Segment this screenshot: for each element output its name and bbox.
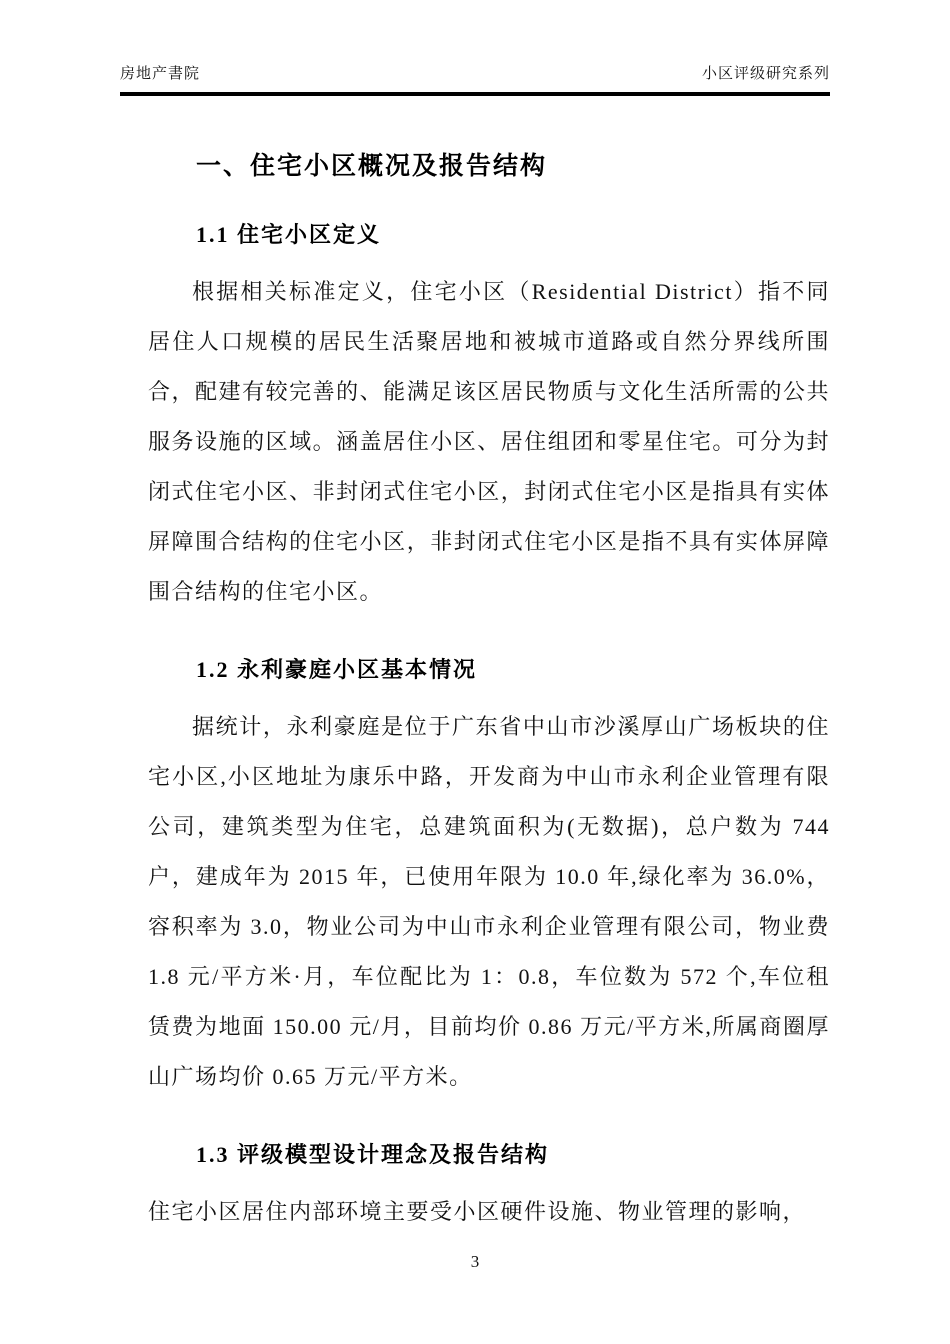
header-divider: [120, 92, 830, 96]
header-right-text: 小区评级研究系列: [701, 66, 830, 82]
section-1-1-title: 1.1 住宅小区定义: [196, 222, 382, 247]
header-left-text: 房地产書院: [120, 66, 201, 82]
page-footer: [0, 1252, 950, 1272]
section-1-3-title: 1.3 评级模型设计理念及报告结构: [196, 1142, 550, 1167]
chapter-title: 一、住宅小区概况及报告结构: [196, 153, 548, 180]
page-number: 3: [470, 1252, 480, 1271]
section-1-2-paragraph: 据统计，永利豪庭是位于广东省中山市沙溪厚山广场板块的住宅小区,小区地址为康乐中路，开发商为中山市永利企业管理有限公司，建筑类型为住宅，总建筑面积为(无数据)，总户数为 744 户，建成年为 2015 年，已使用年限为 10.0 年,绿化率为 36.0%，容积率为 3.0，物业公司为中山市永利企业管理有限公司，物业费 1.8 元/平方米·月，车位配比为 1：0.8，车位数为 572 个,车位租赁费为地面 150.00 元/月，目前均价 0.86 万元/平方米,所属商圈厚山广场均价 0.65 万元/平方米。: [148, 714, 830, 1089]
section-1-3-paragraph: 住宅小区居住内部环境主要受小区硬件设施、物业管理的影响，: [148, 1199, 807, 1224]
document-body: [120, 146, 830, 1237]
page-header: [120, 62, 830, 83]
section-1-1-paragraph: 根据相关标准定义，住宅小区（Residential District）指不同居住人口规模的居民生活聚居地和被城市道路或自然分界线所围合，配建有较完善的、能满足该区居民物质与文化生活所需的公共服务设施的区域。涵盖居住小区、居住组团和零星住宅。可分为封闭式住宅小区、非封闭式住宅小区，封闭式住宅小区是指具有实体屏障围合结构的住宅小区，非封闭式住宅小区是指不具有实体屏障围合结构的住宅小区。: [148, 279, 830, 604]
section-1-2-title: 1.2 永利豪庭小区基本情况: [196, 657, 478, 682]
